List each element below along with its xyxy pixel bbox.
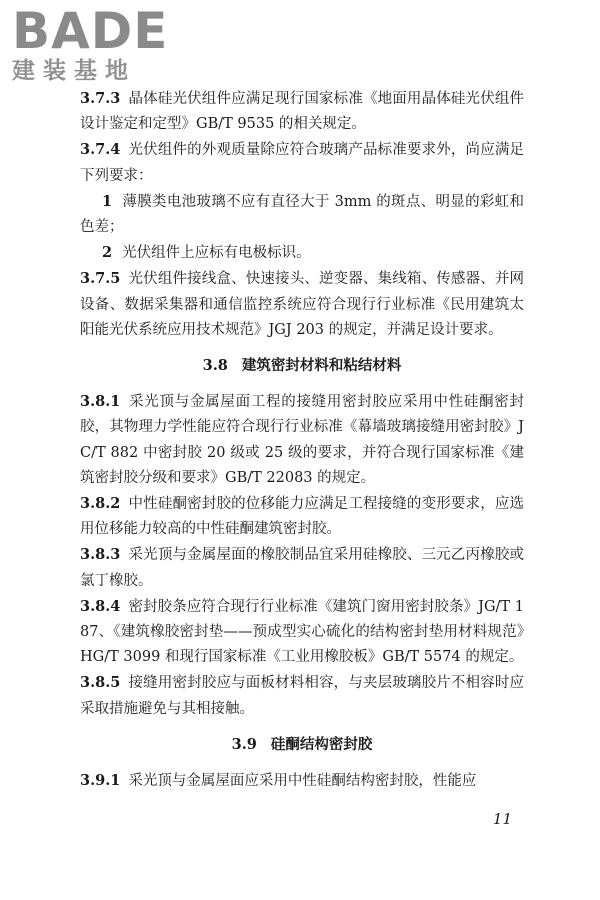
clause-text: 晶体硅光伏组件应满足现行国家标准《地面用晶体硅光伏组件 设计鉴定和定型》GB/T 9535 的相关规定。	[80, 91, 524, 133]
clause-number: 3.7.5	[80, 270, 121, 288]
clause-3-8-3	[80, 542, 524, 593]
clause-number: 3.9.1	[80, 772, 121, 790]
clause-text: 采光顶与金属屋面工程的接缝用密封胶应采用中性硅酮密封胶，其物理力学性能应符合现行行业标准《幕墙玻璃接缝用密封胶》JC/T 882 中密封胶 20 级或 25 级的要求，并符合现行国家标准《建筑密封胶分级和要求》GB/T 22083 的规定。	[80, 394, 524, 486]
clause-text: 密封胶条应符合现行行业标准《建筑门窗用密封胶条》JG/T 187、《建筑橡胶密封垫——预成型实心硫化的结构密封垫用材料规范》HG/T 3099 和现行国家标准《工业用橡胶板》GB/T 5574 的规定。	[80, 598, 524, 666]
clause-3-7-4	[80, 137, 524, 188]
clause-text: 接缝用密封胶应与面板材料相容，与夹层玻璃胶片不相容时应采取措施避免与其相接触。	[80, 675, 524, 717]
clause-3-8-4	[80, 594, 524, 671]
clause-3-8-1	[80, 389, 524, 491]
logo-brand: BADE	[12, 2, 169, 60]
clause-number: 3.7.4	[80, 141, 121, 159]
item-number: 1	[102, 192, 113, 210]
item-number: 2	[102, 244, 113, 262]
section-number: 3.8	[202, 357, 228, 375]
clause-3-8-2	[80, 491, 524, 542]
clause-number: 3.8.5	[80, 674, 121, 692]
clause-number: 3.8.2	[80, 495, 121, 513]
clause-number: 3.8.3	[80, 546, 121, 564]
clause-3-7-3	[80, 86, 524, 137]
clause-3-7-5	[80, 266, 524, 343]
clause-text: 采光顶与金属屋面的橡胶制品宜采用硅橡胶、三元乙丙橡胶或氯丁橡胶。	[80, 547, 524, 589]
section-heading-3-9	[80, 732, 524, 758]
clause-number: 3.7.3	[80, 90, 121, 107]
section-title: 建筑密封材料和粘结材料	[241, 358, 402, 375]
list-item-1	[80, 189, 524, 240]
clause-text: 中性硅酮密封胶的位移能力应满足工程接缝的变形要求，应选用位移能力较高的中性硅酮建筑密封胶。	[80, 496, 524, 538]
document-body	[80, 86, 524, 794]
clause-text: 光伏组件接线盒、快速接头、逆变器、集线箱、传感器、并网设备、数据采集器和通信监控系统应符合现行行业标准《民用建筑太阳能光伏系统应用技术规范》JGJ 203 的规定，并满足设计要求。	[80, 271, 524, 338]
clause-text: 光伏组件的外观质量除应符合玻璃产品标准要求外，尚应满足下列要求：	[80, 142, 524, 184]
clause-text: 采光顶与金属屋面应采用中性硅酮结构密封胶，性能应	[128, 773, 477, 790]
page-number: 11	[492, 810, 512, 828]
logo-subtitle: 建装基地	[12, 58, 136, 84]
item-text: 薄膜类电池玻璃不应有直径大于 3mm 的斑点、明显的彩虹和色差；	[80, 193, 524, 236]
clause-number: 3.8.4	[80, 597, 121, 615]
item-text: 光伏组件上应标有电极标识。	[122, 245, 311, 262]
section-heading-3-8	[80, 353, 524, 379]
section-number: 3.9	[231, 735, 257, 753]
list-item-2	[80, 240, 524, 266]
clause-number: 3.8.1	[80, 393, 121, 411]
clause-3-8-5	[80, 670, 524, 721]
publisher-logo	[12, 2, 182, 86]
clause-3-9-1	[80, 768, 524, 794]
section-title: 硅酮结构密封胶	[270, 736, 373, 753]
